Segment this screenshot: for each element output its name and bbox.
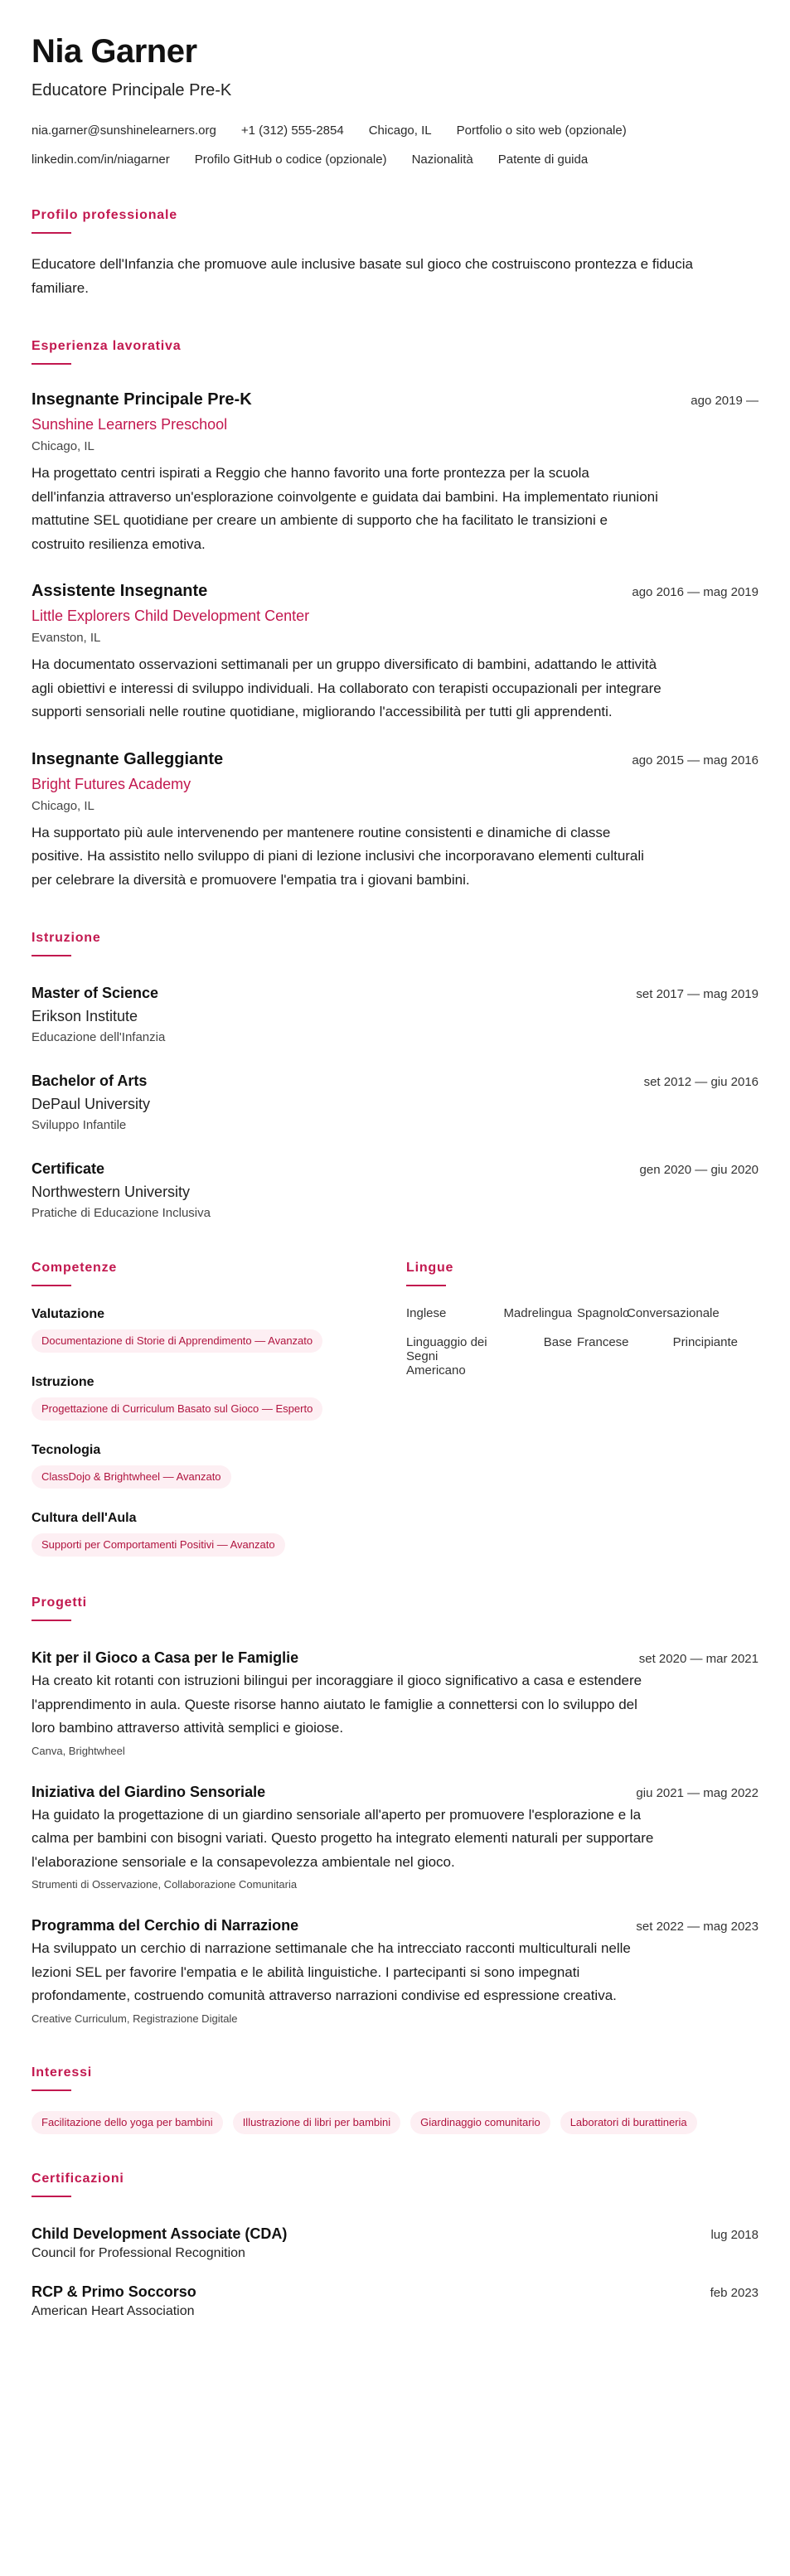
cert-issuer: Council for Professional Recognition (32, 2245, 245, 2260)
job-entry (32, 579, 758, 724)
job-location: Chicago, IL (32, 439, 95, 453)
job-description: Ha progettato centri ispirati a Reggio che hanno favorito una forte prontezza per la scuola dell'infanzia attraverso un'esplorazione coinvolgente e guidata dai bambini. Ha implementato riunioni mattutine SEL quotidiane per creare un ambiente di supporto che ha facilitato le transizioni e costruito resilienza emotiva. (32, 465, 658, 552)
interest-tags (32, 2111, 758, 2144)
education-section (32, 930, 758, 1222)
project-description: Ha creato kit rotanti con istruzioni bilingui per incoraggiare il gioco significativo a casa e estendere l'apprendimento in aula. Queste risorse hanno aiutato le famiglie a connettersi con lo sviluppo del loro bambino attraverso attività semplici e gioiose. (32, 1673, 642, 1736)
job-location: Evanston, IL (32, 631, 101, 645)
cert-issuer: American Heart Association (32, 2303, 195, 2318)
skill-tag: Documentazione di Storie di Apprendimento — Avanzato (32, 1329, 322, 1353)
job-entry (32, 388, 758, 556)
project-entry (32, 1782, 758, 1893)
edu-degree: Bachelor of Arts (32, 1073, 148, 1089)
certification-entry (32, 2224, 758, 2262)
contact-location: Chicago, IL (368, 123, 432, 138)
job-entry (32, 748, 758, 893)
project-title: Iniziativa del Giardino Sensoriale (32, 1783, 266, 1800)
edu-field: Sviluppo Infantile (32, 1118, 127, 1132)
project-description: Ha guidato la progettazione di un giardino sensoriale all'aperto per promuovere l'esplorazione e la calma per bambini con bisogni variati. Questo progetto ha integrato elementi naturali per supportare l'elaborazione sensoriale e la consapevolezza ambientale nel gioco. (32, 1806, 654, 1870)
projects-section (32, 1595, 758, 2026)
skills-section (32, 1260, 406, 1557)
language-name: Inglese (406, 1306, 447, 1320)
edu-degree: Master of Science (32, 985, 159, 1001)
skill-group (32, 1510, 406, 1557)
section-divider (32, 1620, 71, 1621)
experience-section (32, 338, 758, 892)
skills-languages-row (32, 1260, 758, 1557)
edu-date: gen 2020 — giu 2020 (639, 1163, 758, 1177)
edu-date: set 2012 — giu 2016 (643, 1075, 758, 1089)
skill-category: Cultura dell'Aula (32, 1511, 137, 1525)
language-level: Principiante (672, 1335, 738, 1349)
section-divider (32, 2089, 71, 2091)
project-tools: Canva, Brightwheel (32, 1744, 125, 1757)
contact-portfolio[interactable]: Portfolio o sito web (opzionale) (456, 123, 627, 138)
language-name: Francese (577, 1335, 629, 1349)
cert-name: RCP & Primo Soccorso (32, 2283, 196, 2300)
candidate-name: Nia Garner (32, 33, 197, 70)
job-company: Little Explorers Child Development Center (32, 608, 310, 624)
project-tools: Strumenti di Osservazione, Collaborazione Comunitaria (32, 1878, 298, 1891)
contact-github[interactable]: Profilo GitHub o codice (opzionale) (194, 153, 387, 167)
section-heading: Lingue (406, 1261, 454, 1275)
section-heading: Profilo professionale (32, 208, 177, 222)
job-description: Ha documentato osservazioni settimanali per un gruppo diversificato di bambini, adattando le attività agli obiettivi e interessi di sviluppo individuali. Ha collaborato con terapisti occupazionali per integrare supporti sensoriali nelle routine quotidiane, migliorando l'accessibilità per tutti gli apprendenti. (32, 656, 662, 719)
skill-category: Istruzione (32, 1375, 95, 1389)
skill-category: Valutazione (32, 1307, 105, 1321)
interest-tag: Facilitazione dello yoga per bambini (32, 2111, 223, 2134)
interests-section (32, 2065, 758, 2144)
section-divider (32, 232, 71, 234)
contact-phone[interactable]: +1 (312) 555-2854 (240, 123, 344, 138)
cert-date: lug 2018 (710, 2227, 758, 2242)
profile-summary: Educatore dell'Infanzia che promuove aule inclusive basate sul gioco che costruiscono prontezza e fiducia familiare. (32, 256, 693, 296)
language-name: Linguaggio dei Segni Americano (406, 1335, 487, 1378)
interest-tag: Giardinaggio comunitario (410, 2111, 550, 2134)
section-divider (32, 2196, 71, 2197)
section-heading: Progetti (32, 1595, 87, 1610)
skill-tag: Progettazione di Curriculum Basato sul Gioco — Esperto (32, 1397, 322, 1421)
edu-field: Pratiche di Educazione Inclusiva (32, 1206, 211, 1220)
job-date: ago 2015 — mag 2016 (632, 753, 758, 767)
language-level: Madrelingua (503, 1306, 572, 1320)
contact-nationality: Nazionalità (411, 153, 473, 167)
section-divider (32, 363, 71, 365)
job-title: Insegnante Principale Pre-K (32, 390, 252, 409)
job-description: Ha supportato più aule intervenendo per mantenere routine consistenti e dinamiche di classe positive. Ha assistito nello sviluppo di piani di lezione inclusivi che incorporavano elementi culturali per celebrare la diversità e promuovere l'empatia tra i giovani bambini. (32, 824, 644, 888)
section-divider (406, 1285, 446, 1286)
section-heading: Competenze (32, 1261, 118, 1275)
cert-name: Child Development Associate (CDA) (32, 2225, 288, 2242)
cert-date: feb 2023 (710, 2285, 758, 2300)
project-title: Programma del Cerchio di Narrazione (32, 1917, 299, 1934)
section-heading: Esperienza lavorativa (32, 339, 182, 353)
project-description: Ha sviluppato un cerchio di narrazione settimanale che ha intrecciato racconti multiculturali nelle lezioni SEL per favorire l'empatia e le abilità linguistiche. I partecipanti si sono impegnati profondamente, costruendo comunità attraverso narrazioni condivise ed espressione creativa. (32, 1940, 631, 2003)
project-title: Kit per il Gioco a Casa per le Famiglie (32, 1649, 299, 1666)
certification-entry (32, 2282, 758, 2320)
interest-tag: Laboratori di burattineria (560, 2111, 697, 2134)
languages-grid (406, 1306, 758, 1378)
contact-email[interactable]: nia.garner@sunshinelearners.org (32, 123, 216, 138)
edu-degree: Certificate (32, 1160, 105, 1177)
edu-school: Erikson Institute (32, 1008, 138, 1024)
contact-linkedin[interactable]: linkedin.com/in/niagarner (32, 153, 170, 167)
education-entry (32, 1071, 758, 1134)
edu-field: Educazione dell'Infanzia (32, 1030, 166, 1044)
education-entry (32, 1159, 758, 1222)
skill-group (32, 1442, 406, 1489)
section-heading: Interessi (32, 2065, 93, 2080)
interest-tag: Illustrazione di libri per bambini (233, 2111, 400, 2134)
resume-header (32, 31, 758, 181)
section-heading: Certificazioni (32, 2171, 124, 2186)
language-name: Spagnolo (577, 1306, 630, 1320)
profile-section (32, 207, 758, 300)
contact-list (32, 123, 758, 181)
project-entry (32, 1648, 758, 1759)
section-heading: Istruzione (32, 931, 101, 945)
job-location: Chicago, IL (32, 798, 95, 813)
project-date: set 2022 — mag 2023 (636, 1920, 758, 1934)
skill-group (32, 1374, 406, 1421)
languages-section (406, 1260, 758, 1557)
section-divider (32, 1285, 71, 1286)
language-level: Conversazionale (627, 1306, 720, 1320)
education-entry (32, 983, 758, 1046)
section-divider (32, 955, 71, 956)
candidate-title: Educatore Principale Pre-K (32, 81, 232, 99)
language-level: Base (543, 1335, 572, 1349)
edu-date: set 2017 — mag 2019 (636, 987, 758, 1001)
job-title: Assistente Insegnante (32, 582, 208, 600)
skill-tag: ClassDojo & Brightwheel — Avanzato (32, 1465, 231, 1489)
contact-license: Patente di guida (497, 153, 589, 167)
job-date: ago 2016 — mag 2019 (632, 585, 758, 599)
certifications-section (32, 2171, 758, 2320)
edu-school: DePaul University (32, 1096, 151, 1112)
job-company: Sunshine Learners Preschool (32, 416, 228, 433)
skill-group (32, 1306, 406, 1353)
skill-category: Tecnologia (32, 1443, 101, 1457)
job-company: Bright Futures Academy (32, 775, 191, 792)
job-date: ago 2019 — (691, 394, 758, 408)
project-tools: Creative Curriculum, Registrazione Digitale (32, 2012, 238, 2025)
skill-tag: Supporti per Comportamenti Positivi — Avanzato (32, 1533, 285, 1557)
project-entry (32, 1915, 758, 2026)
project-date: giu 2021 — mag 2022 (636, 1785, 758, 1800)
project-date: set 2020 — mar 2021 (638, 1652, 758, 1666)
edu-school: Northwestern University (32, 1184, 191, 1200)
job-title: Insegnante Galleggiante (32, 749, 224, 768)
